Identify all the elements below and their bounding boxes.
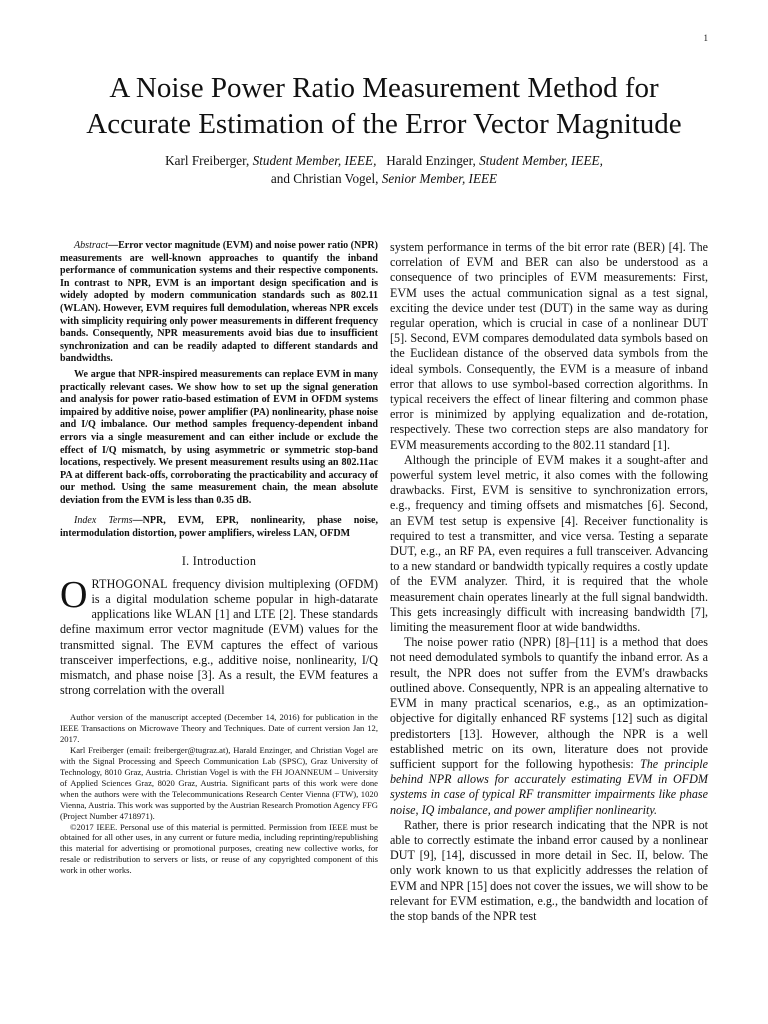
footnote-version: Author version of the manuscript accepted (December 14, 2016) for publication in the IEEE Transactions on Microwave Theory and Techniques. Date of current version Jan 12, 2017.	[60, 712, 378, 745]
right-paragraph-4: Rather, there is prior research indicating that the NPR is not able to correctly estimate the inband error caused by a nonlinear DUT [9], [14], discussed in more detail in Sec. II, below. The only work known to us that explicitly addresses the relation of EVM and NPR [15] does not cover the issues, we will show to be relevant for EVM estimation, e.g., the bandwidth and location of the stop bands of the NPR test	[390, 817, 708, 923]
index-terms-text: —NPR, EVM, EPR, nonlinearity, phase noise, intermodulation distortion, power amplifiers, wireless LAN, OFDM	[60, 515, 378, 540]
intro-paragraph-1	[60, 573, 378, 699]
abstract-paragraph-2: We argue that NPR-inspired measurements can replace EVM in many practically relevant cases. We show how to set up the signal generation and analysis for power ratio-based estimation of EVM in OFDM systems impaired by additive noise, power amplifier (PA) nonlinearity, phase noise and I/Q imbalance. Our method samples frequency-dependent inband errors via a single measurement and can either include or exclude the effect of I/Q mismatch, by using asymmetric or symmetric stop-band locations, respectively. We present measurement results using an 802.11ac PA at different back-offs, corroborating the practicability and accuracy of our method. Using the same measurement chain, the mean absolute deviation from the EVM is less than 0.35 dB.	[60, 368, 378, 506]
abstract-text-1: —Error vector magnitude (EVM) and noise power ratio (NPR) measurements are well-known approaches to quantify the inband performance of communication systems and their respective components. In contrast to NPR, EVM is an important design specification and is widely adopted by modern communication standards such as 802.11 (WLAN). However, EVM requires full demodulation, whereas NPR excels with simplicity requiring only power measurements in different frequency bands. Consequently, NPR measurements avoid bias due to insufficient synchronization and can be readily adapted to different standards and bandwidths.	[60, 240, 378, 365]
author-3-role: Senior Member, IEEE	[381, 171, 498, 186]
right-column	[390, 240, 708, 924]
author-list	[40, 152, 728, 188]
author-1-name: Karl Freiberger,	[165, 153, 250, 168]
footnote-affiliations: Karl Freiberger (email: freiberger@tugraz.at), Harald Enzinger, and Christian Vogel are with the Signal Processing and Speech Communication Lab (SPSC), Graz University of Technology, 8010 Graz, Austria. Christian Vogel is with the FH JOANNEUM – University of Applied Sciences Graz, 8020 Graz, Austria. Significant parts of this work were done when the authors were with the Telecommunications Research Center Vienna (FTW), 1020 Vienna, Austria. This work was supported by the Austrian Research Promotion Agency FFG (Project Number 4718971).	[60, 745, 378, 821]
author-1-role: Student Member, IEEE,	[252, 153, 377, 168]
abstract-paragraph-1	[60, 240, 378, 366]
footnotes	[60, 712, 378, 876]
title-line-2: Accurate Estimation of the Error Vector Magnitude	[86, 108, 682, 140]
right-paragraph-3-text: The noise power ratio (NPR) [8]–[11] is a method that does not need demodulated symbols to quantify the inband error. As a result, the NPR does not suffer from the EVM's drawbacks outlined above. Consequently, NPR is an appealing alternative to EVM in many practical scenarios, e.g., as an optimization-objective for digitally enhanced RF systems [12] such as digital predistorters [13]. However, although the NPR is a well established metric on its own, literature does not provide sufficient support for the following hypothesis:	[390, 635, 708, 771]
author-3-name: and Christian Vogel,	[270, 171, 379, 186]
drop-cap: O	[60, 573, 88, 616]
intro-text: frequency division multiplexing (OFDM) is a digital modulation scheme popular in high-datarate applications like WLAN [1] and LTE [2]. These standards define maximum error vector magnitude (EVM) values for the transmitted signal. The EVM captures the effect of various transceiver imperfections, e.g., additive noise, nonlinearity, I/Q mismatch, and phase noise [3]. As a result, the EVM features a strong correlation with the overall	[60, 576, 378, 698]
abstract-label: Abstract	[74, 240, 109, 251]
page-number: 1	[703, 33, 708, 43]
left-column	[60, 240, 378, 876]
author-2-name: Harald Enzinger,	[386, 153, 476, 168]
right-paragraph-3	[390, 635, 708, 817]
intro-lead-caps: RTHOGONAL	[91, 576, 168, 591]
index-terms-label: Index Terms	[74, 515, 133, 527]
index-terms	[60, 515, 378, 540]
hypothesis-text: The principle behind NPR allows for accurately estimating EVM in OFDM systems in case of typical RF transmitter impairments like phase noise, IQ imbalance, and power amplifier nonlinearity.	[390, 756, 709, 817]
title-line-1: A Noise Power Ratio Measurement Method for	[109, 72, 659, 104]
paper-title	[40, 70, 728, 142]
footnote-copyright: ©2017 IEEE. Personal use of this material is permitted. Permission from IEEE must be obtained for all other uses, in any current or future media, including reprinting/republishing this material for advertising or promotional purposes, creating new collective works, for resale or redistribution to servers or lists, or reuse of any copyrighted component of this work in other works.	[60, 821, 378, 876]
right-paragraph-2: Although the principle of EVM makes it a sought-after and powerful system level metric, it also comes with the following drawbacks. First, EVM is sensitive to synchronization errors, e.g., frequency and timing offsets and mismatches [6]. Second, an EVM test setup is expensive [4]. Receiver functionality is required to test a transmitter, and vice versa. Testing a separate DUT, e.g., an RF PA, even requires a full transceiver. Advancing to a new standard or bandwidth typically requires a costly update of the EVM analyzer. Third, it is required that the whole measurement chain operates linearly at the full signal bandwidth. This gets increasingly difficult with increasing bandwidth [7], limiting the measurement floor at wide bandwidths.	[390, 452, 708, 635]
section-heading-introduction: I. Introduction	[181, 553, 257, 568]
right-paragraph-1: system performance in terms of the bit error rate (BER) [4]. The correlation of EVM and BER can also be understood as a consequence of two principles of EVM measurements: First, EVM uses the actual communication signal as a test signal, exciting the device under test (DUT) in the same way as during regular operation, which is crucial in case of a nonlinear DUT [5]. Second, EVM compares demodulated data symbols based on the Euclidean distance of the observed data symbols from the ideal symbols. Consequently, the EVM is a measure of inband error that allows to use symbol-based correction algorithms. In typical receivers the effect of linear filtering and common phase error is minimized by applying equalization and de-rotation, respectively. These two correction steps are also mandatory for EVM measurements according to the 802.11 standard [1].	[390, 240, 708, 452]
author-2-role: Student Member, IEEE,	[479, 153, 603, 168]
